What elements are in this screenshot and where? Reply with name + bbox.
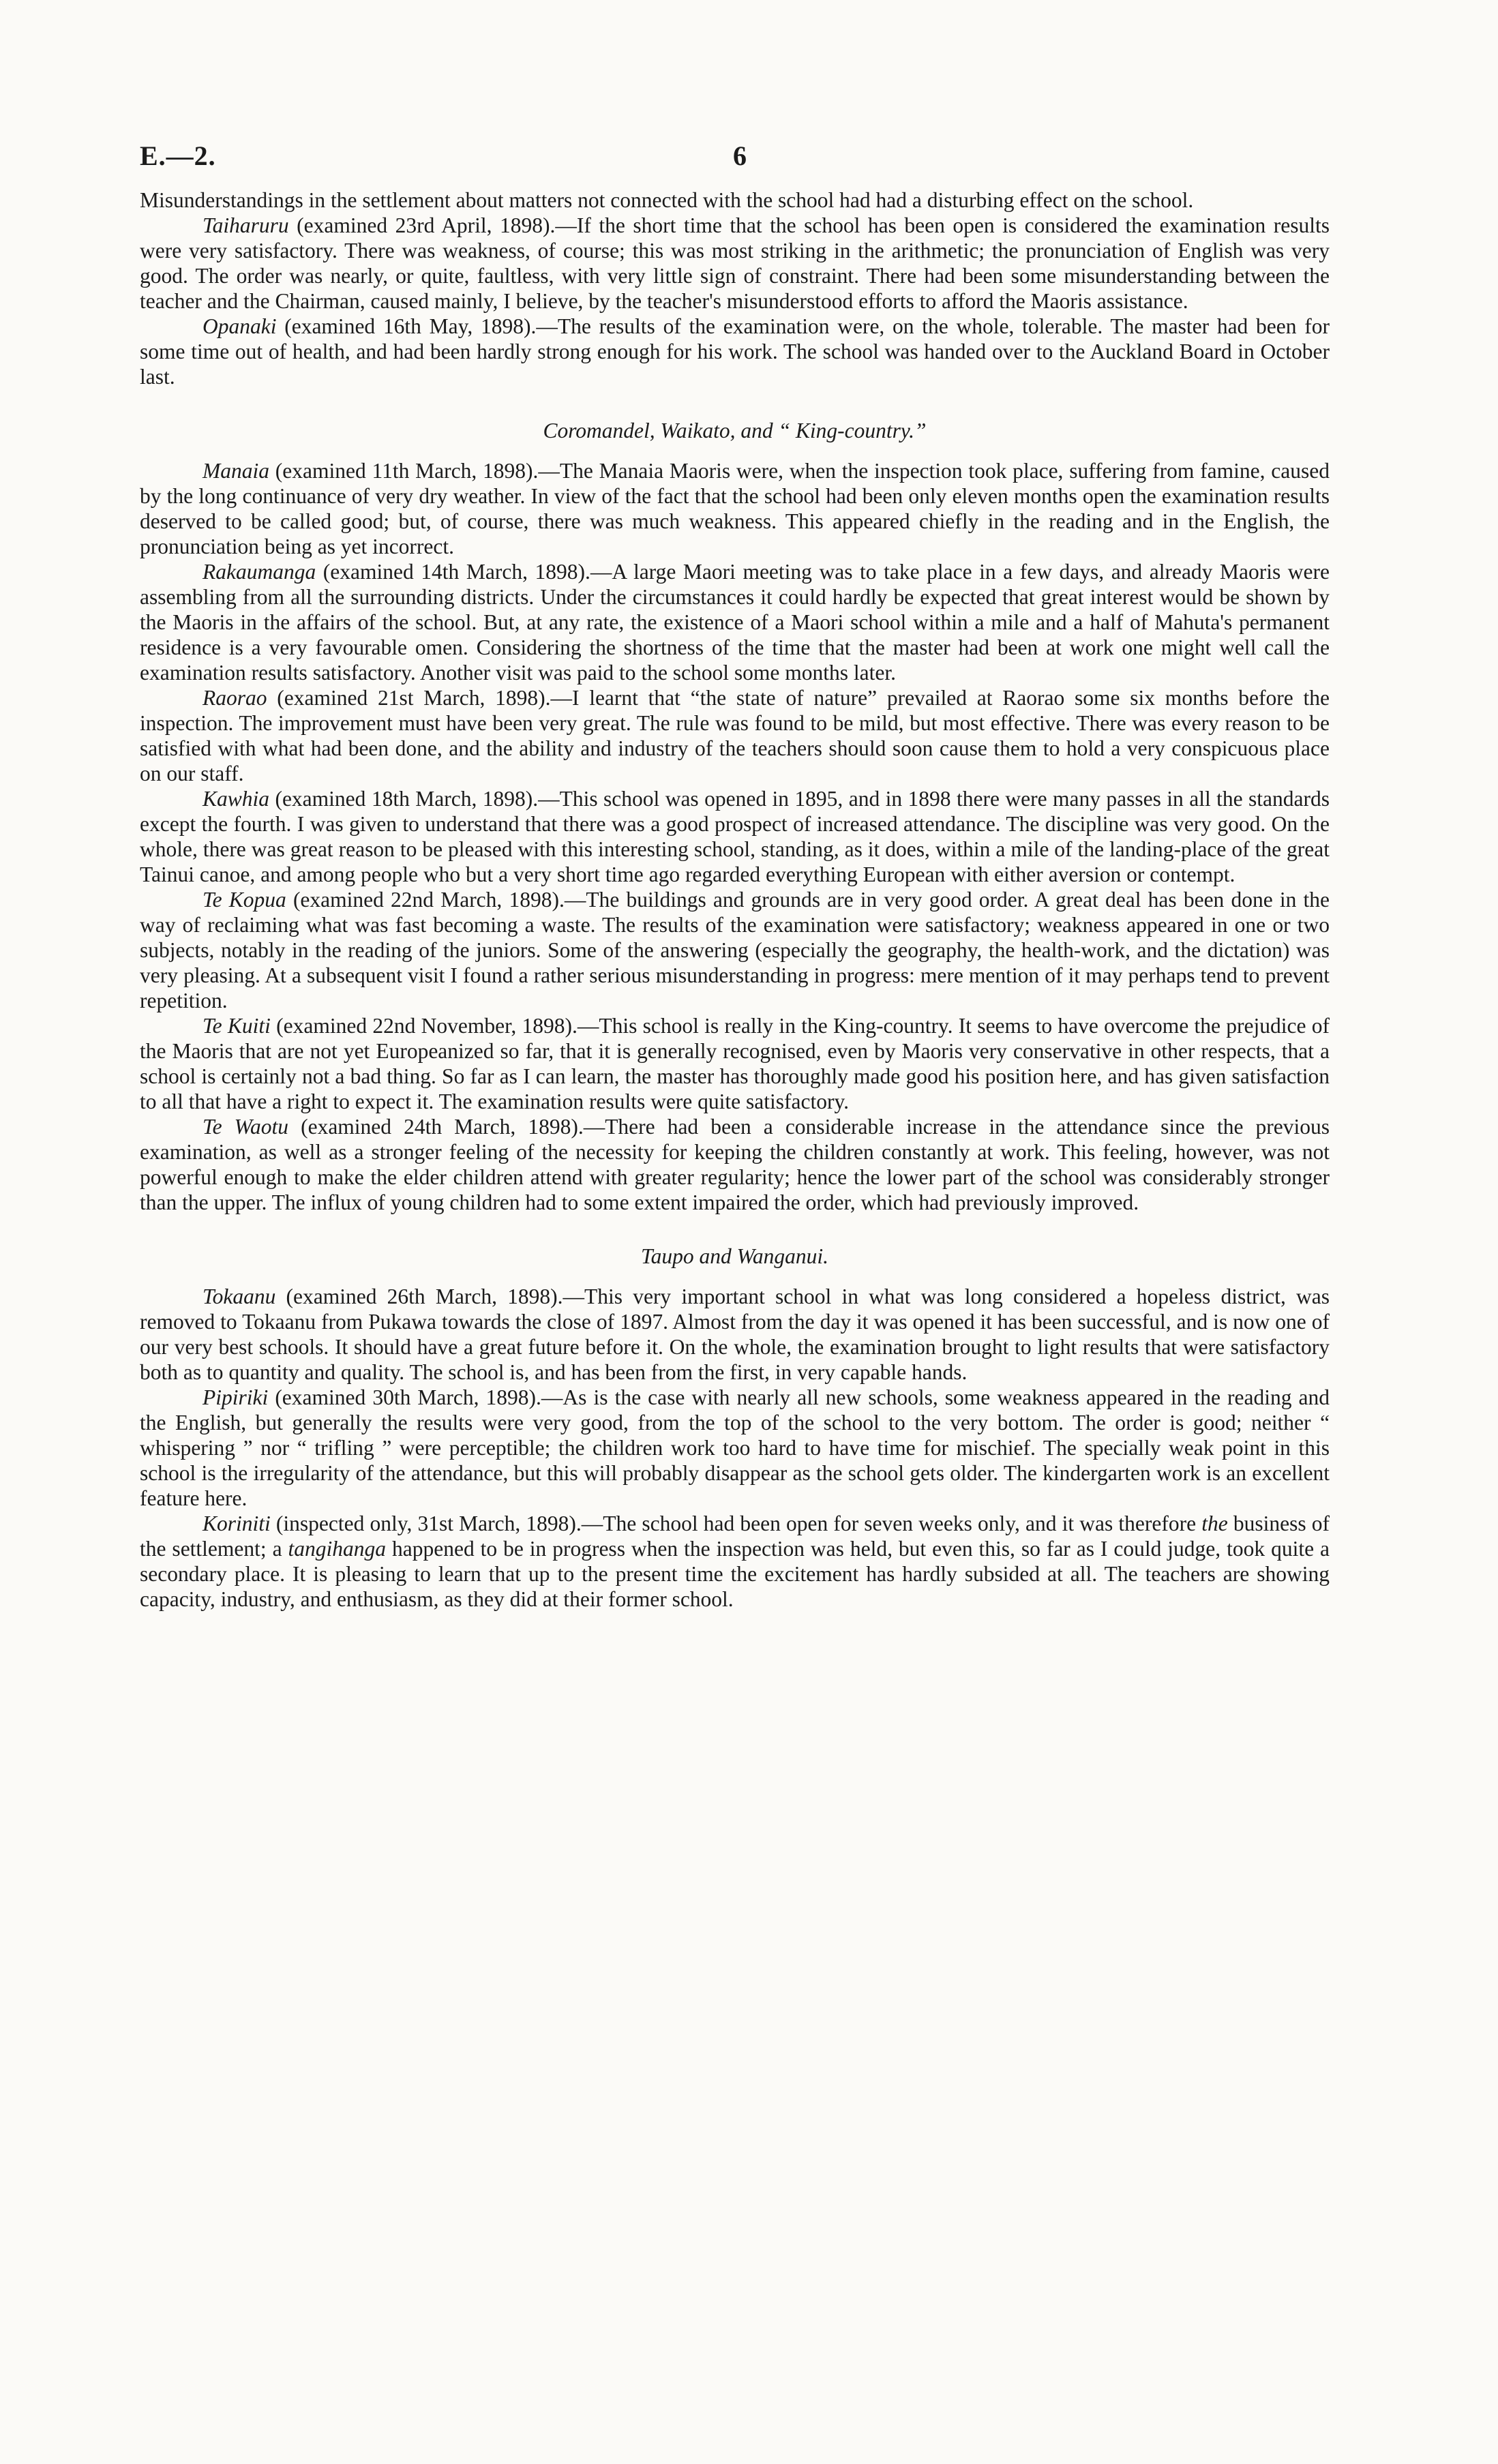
school-report: (examined 23rd April, 1898).—If the short time that the school has been open is considered the examination results were very satisfactory. There was weakness, of course; this was most striking in the arithmetic; the pronunciation of English was very good. The order was nearly, or quite, faultless, with very little sign of constraint. There had been some misunderstanding between the teacher and the Chairman, caused mainly, I believe, by the teacher's misunderstood efforts to afford the Maoris assistance. — [140, 213, 1330, 313]
page-number: 6 — [733, 140, 747, 171]
school-report: happened to be in progress when the inspection was held, but even this, so far as I could judge, took quite a secondary place. It is pleasing to learn that up to the present time the excitement has hardly subsided at all. The teachers are showing capacity, industry, and enthusiasm, as they did at their former school. — [140, 1537, 1330, 1611]
school-name: Taiharuru — [203, 213, 289, 237]
school-name: Rakaumanga — [203, 560, 316, 584]
school-name: Koriniti — [203, 1512, 271, 1535]
school-paragraph — [140, 786, 1330, 887]
school-report: (inspected only, 31st March, 1898).—The school had been open for seven weeks only, and it was therefore — [270, 1512, 1202, 1535]
school-paragraph — [140, 1114, 1330, 1215]
school-report: (examined 16th May, 1898).—The results of the examination were, on the whole, tolerable. The master had been for some time out of health, and had been hardly strong enough for his work. The school was handed over to the Auckland Board in October last. — [140, 314, 1330, 389]
school-name: Tokaanu — [203, 1284, 276, 1308]
school-paragraph — [140, 213, 1330, 314]
school-paragraph — [140, 314, 1330, 389]
school-paragraph — [140, 458, 1330, 559]
school-report: (examined 21st March, 1898).—I learnt that “the state of nature” prevailed at Raorao some six months before the inspection. The improvement must have been very great. The rule was found to be mild, but most effective. There was every reason to be satisfied with what had been done, and the ability and industry of the teachers should soon cause them to hold a very conspicuous place on our staff. — [140, 686, 1330, 785]
school-name: Pipiriki — [203, 1385, 269, 1409]
school-paragraph — [140, 887, 1330, 1013]
school-paragraph — [140, 1385, 1330, 1511]
school-name: Manaia — [203, 459, 269, 483]
page-header — [140, 140, 1330, 187]
maori-term: tangihanga — [288, 1537, 387, 1561]
document-reference: E.—2. — [140, 140, 216, 171]
school-paragraph — [140, 559, 1330, 685]
school-report: (examined 22nd November, 1898).—This school is really in the King-country. It seems to have overcome the prejudice of the Maoris that are not yet Europeanized so far, that it is generally recognised, even by Maoris very conservative in other respects, that a school is certainly not a bad thing. So far as I can learn, the master has thoroughly made good his position here, and has given satisfaction to all that have a right to expect it. The examination results were quite satisfactory. — [140, 1014, 1330, 1113]
school-report: (examined 24th March, 1898).—There had been a considerable increase in the attendance since the previous examination, as well as a stronger feeling of the necessity for keeping the children constantly at work. This feeling, however, was not powerful enough to make the elder children attend with greater regularity; hence the lower part of the school was considerably stronger than the upper. The influx of young children had to some extent impaired the order, which had previously improved. — [140, 1115, 1330, 1214]
school-paragraph — [140, 1284, 1330, 1385]
school-report: business of the settlement; a — [140, 1512, 1330, 1561]
school-report: (examined 22nd March, 1898).—The buildings and grounds are in very good order. A great deal has been done in the way of reclaiming what was fast becoming a waste. The results of the examination were satisfactory; weakness appeared in one or two subjects, notably in the reading of the juniors. Some of the answering (especially the geography, the health-work, and the dictation) was very pleasing. At a subsequent visit I found a rather serious misunderstanding in progress: mere mention of it may perhaps tend to prevent repetition. — [140, 888, 1330, 1012]
school-paragraph — [140, 1511, 1330, 1612]
section-heading: Coromandel, Waikato, and “ King-country.” — [543, 419, 927, 442]
school-report: (examined 14th March, 1898).—A large Maori meeting was to take place in a few days, and already Maoris were assembling from all the surrounding districts. Under the circumstances it could hardly be expected that great interest would be shown by the Maoris in the affairs of the school. But, at any rate, the existence of a Maori school within a mile and a half of Mahuta's permanent residence is a very favourable omen. Considering the shortness of the time that the master had been at work one might well call the examination results satisfactory. Another visit was paid to the school some months later. — [140, 560, 1330, 685]
school-report: (examined 26th March, 1898).—This very important school in what was long considered a hopeless district, was removed to Tokaanu from Pukawa towards the close of 1897. Almost from the day it was opened it has been successful, and is now one of our very best schools. It should have a great future before it. On the whole, the examination brought to light results that were satisfactory both as to quantity and quality. The school is, and has been from the first, in very capable hands. — [140, 1284, 1330, 1384]
document-page — [140, 140, 1330, 1612]
school-name: Te Kopua — [203, 888, 286, 912]
school-name: Opanaki — [203, 314, 277, 338]
school-report: (examined 18th March, 1898).—This school was opened in 1895, and in 1898 there were many passes in all the standards except the fourth. I was given to understand that there was a good prospect of increased attendance. The discipline was very good. On the whole, there was great reason to be pleased with this interesting school, standing, as it does, within a mile of the landing-place of the great Tainui canoe, and among people who but a very short time ago regarded everything European with either aversion or contempt. — [140, 787, 1330, 886]
school-name: Te Kuiti — [203, 1014, 271, 1038]
school-report: (examined 11th March, 1898).—The Manaia Maoris were, when the inspection took place, suffering from famine, caused by the long continuance of very dry weather. In view of the fact that the school had been only eleven months open the examination results deserved to be called good; but, of course, there was much weakness. This appeared chiefly in the reading and in the English, the pronunciation being as yet incorrect. — [140, 459, 1330, 558]
school-name: Raorao — [203, 686, 267, 710]
emphasis: the — [1201, 1512, 1228, 1535]
school-report: (examined 30th March, 1898).—As is the case with nearly all new schools, some weakness appeared in the reading and the English, but generally the results were very good, from the top of the school to the very bottom. The order is good; neither “ whispering ” nor “ trifling ” were perceptible; the children work too hard to have time for mischief. The specially weak point in this school is the irregularity of the attendance, but this will probably disappear as the school gets older. The kindergarten work is an excellent feature here. — [140, 1385, 1330, 1510]
school-name: Kawhia — [203, 787, 270, 811]
school-name: Te Waotu — [203, 1115, 289, 1139]
school-paragraph — [140, 1013, 1330, 1114]
section-heading: Taupo and Wanganui. — [640, 1244, 829, 1268]
intro-paragraph: Misunderstandings in the settlement about matters not connected with the school had had a disturbing effect on the school. — [140, 188, 1194, 212]
school-paragraph — [140, 685, 1330, 786]
